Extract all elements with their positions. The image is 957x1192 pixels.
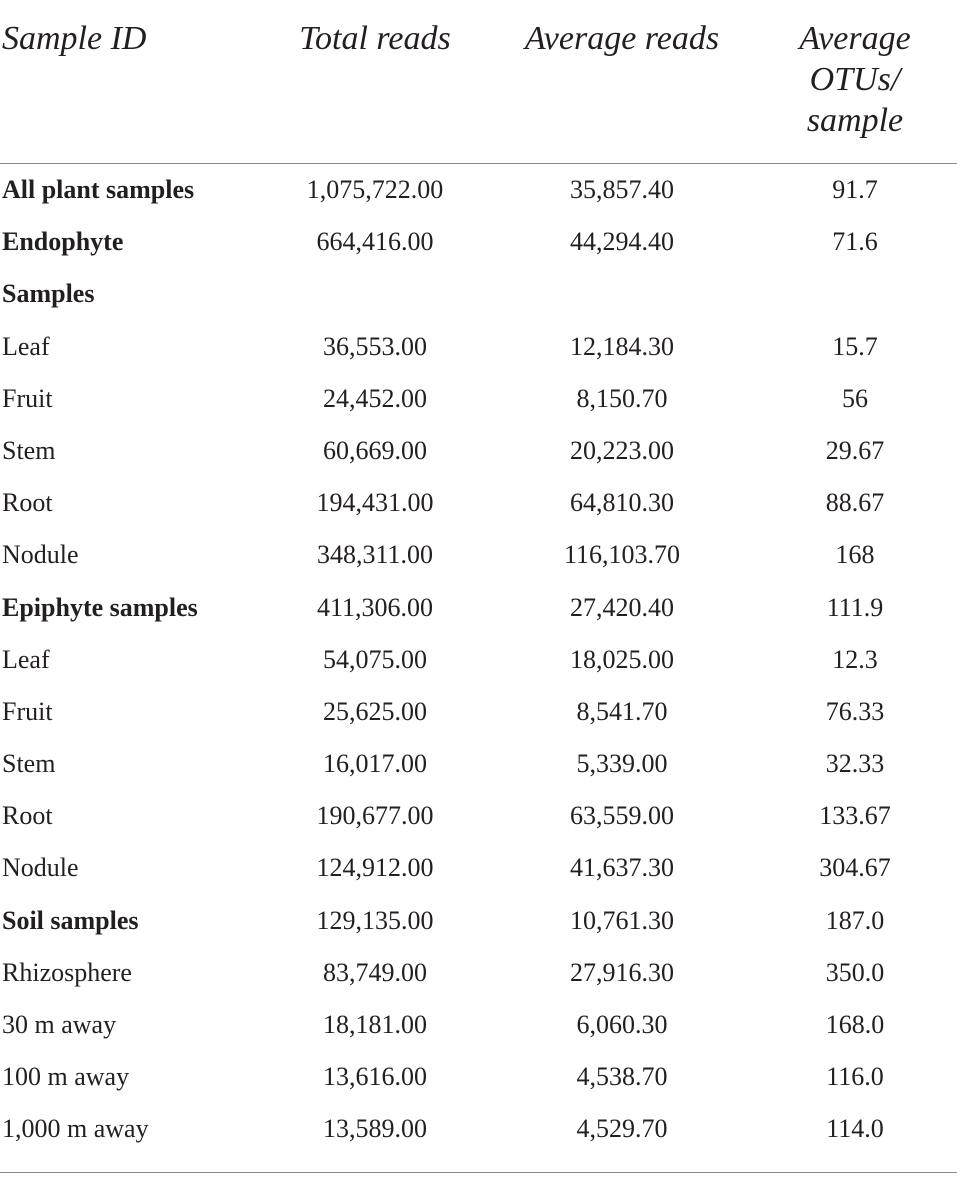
table-body xyxy=(0,164,957,1156)
cell-sample-id: Stem xyxy=(2,749,56,779)
table-row xyxy=(0,790,957,842)
header-sample-id: Sample ID xyxy=(2,20,147,57)
cell-average-otus: 187.0 xyxy=(825,905,885,935)
cell-sample-id: 100 m away xyxy=(2,1062,130,1092)
cell-sample-id: Nodule xyxy=(2,853,79,883)
cell-sample-id: Nodule xyxy=(2,540,79,570)
cell-total-reads: 18,181.00 xyxy=(323,1010,427,1039)
table-row xyxy=(0,373,957,425)
cell-average-otus: 91.7 xyxy=(832,175,878,204)
cell-average-otus: 111.9 xyxy=(826,592,884,622)
table-row xyxy=(0,582,957,634)
cell-average-otus: 12.3 xyxy=(832,644,878,674)
cell-total-reads: 190,677.00 xyxy=(316,801,434,831)
table-row xyxy=(0,321,957,373)
table-row xyxy=(0,477,957,529)
cell-average-otus: 350.0 xyxy=(825,957,885,987)
cell-average-reads: 35,857.40 xyxy=(570,175,674,204)
table-header xyxy=(0,18,957,158)
table-row xyxy=(0,268,957,320)
cell-average-reads: 116,103.70 xyxy=(563,540,681,570)
cell-sample-id: Fruit xyxy=(2,383,53,413)
cell-average-reads: 10,761.30 xyxy=(570,905,674,935)
header-total-reads: Total reads xyxy=(299,20,451,57)
table-row xyxy=(0,895,957,947)
cell-average-reads: 5,339.00 xyxy=(576,749,668,779)
cell-average-reads: 12,184.30 xyxy=(570,331,674,361)
cell-average-reads: 27,916.30 xyxy=(570,957,674,987)
cell-sample-id: Leaf xyxy=(2,644,50,674)
table-row xyxy=(0,216,957,268)
cell-average-otus: 29.67 xyxy=(825,435,885,465)
table-row xyxy=(0,999,957,1051)
cell-sample-id: Leaf xyxy=(2,331,50,361)
cell-average-reads: 4,538.70 xyxy=(576,1062,668,1092)
cell-average-reads: 63,559.00 xyxy=(570,801,674,831)
table-row xyxy=(0,164,957,216)
cell-average-otus: 168 xyxy=(835,540,875,570)
table-bottom-rule xyxy=(0,1172,957,1173)
cell-average-otus: 76.33 xyxy=(825,696,885,726)
table-row xyxy=(0,1051,957,1103)
cell-average-reads: 27,420.40 xyxy=(570,592,674,622)
cell-average-reads: 6,060.30 xyxy=(576,1010,668,1039)
cell-total-reads: 24,452.00 xyxy=(323,383,427,413)
header-average-otus-line1: Average xyxy=(799,20,911,57)
cell-average-reads: 8,541.70 xyxy=(576,696,668,726)
cell-total-reads: 16,017.00 xyxy=(323,749,427,779)
cell-average-otus: 15.7 xyxy=(832,331,878,361)
cell-sample-id: Epiphyte samples xyxy=(2,592,198,622)
cell-average-reads: 64,810.30 xyxy=(570,488,674,518)
header-average-otus xyxy=(770,18,940,141)
cell-total-reads: 13,589.00 xyxy=(323,1114,427,1144)
cell-sample-id: Root xyxy=(2,488,53,518)
cell-sample-id: 1,000 m away xyxy=(2,1114,149,1144)
table-row xyxy=(0,425,957,477)
cell-average-otus: 304.67 xyxy=(819,853,891,883)
cell-sample-id: Soil samples xyxy=(2,905,139,935)
cell-total-reads: 83,749.00 xyxy=(323,957,427,987)
cell-total-reads: 25,625.00 xyxy=(323,696,427,726)
header-average-otus-line2: OTUs/ xyxy=(809,61,901,98)
table-row xyxy=(0,842,957,894)
table-row xyxy=(0,1103,957,1155)
cell-sample-id: Root xyxy=(2,801,53,831)
cell-average-otus: 71.6 xyxy=(832,227,878,257)
cell-sample-id: All plant samples xyxy=(2,175,195,204)
cell-average-reads: 18,025.00 xyxy=(570,644,674,674)
table-row xyxy=(0,686,957,738)
cell-average-reads: 20,223.00 xyxy=(570,435,674,465)
cell-average-reads: 44,294.40 xyxy=(570,227,674,257)
cell-total-reads: 411,306.00 xyxy=(316,592,434,622)
cell-total-reads: 129,135.00 xyxy=(316,905,434,935)
cell-average-otus: 114.0 xyxy=(826,1114,884,1144)
cell-sample-id: Fruit xyxy=(2,696,53,726)
cell-average-otus: 133.67 xyxy=(819,801,891,831)
cell-average-otus: 116.0 xyxy=(826,1062,884,1092)
cell-total-reads: 54,075.00 xyxy=(323,644,427,674)
table-row xyxy=(0,738,957,790)
cell-sample-id: Rhizosphere xyxy=(2,957,132,987)
cell-average-otus: 88.67 xyxy=(825,488,885,518)
cell-average-otus: 168.0 xyxy=(825,1010,885,1039)
table-row xyxy=(0,529,957,581)
cell-average-otus: 32.33 xyxy=(825,749,885,779)
cell-sample-id: Samples xyxy=(2,279,95,309)
cell-average-reads: 41,637.30 xyxy=(570,853,674,883)
cell-total-reads: 348,311.00 xyxy=(316,540,434,570)
cell-average-reads: 8,150.70 xyxy=(576,383,668,413)
cell-sample-id: Endophyte xyxy=(2,227,124,257)
cell-total-reads: 36,553.00 xyxy=(323,331,427,361)
cell-total-reads: 194,431.00 xyxy=(316,488,434,518)
table-row xyxy=(0,634,957,686)
cell-total-reads: 664,416.00 xyxy=(316,227,434,257)
cell-sample-id: Stem xyxy=(2,435,56,465)
cell-total-reads: 1,075,722.00 xyxy=(306,175,444,204)
cell-sample-id: 30 m away xyxy=(2,1010,117,1039)
table-row xyxy=(0,947,957,999)
cell-total-reads: 13,616.00 xyxy=(323,1062,427,1092)
cell-average-otus: 56 xyxy=(842,383,868,413)
cell-total-reads: 124,912.00 xyxy=(316,853,434,883)
header-average-reads: Average reads xyxy=(524,20,720,57)
cell-average-reads: 4,529.70 xyxy=(576,1114,668,1144)
cell-total-reads: 60,669.00 xyxy=(323,435,427,465)
header-average-otus-line3: sample xyxy=(806,102,904,139)
